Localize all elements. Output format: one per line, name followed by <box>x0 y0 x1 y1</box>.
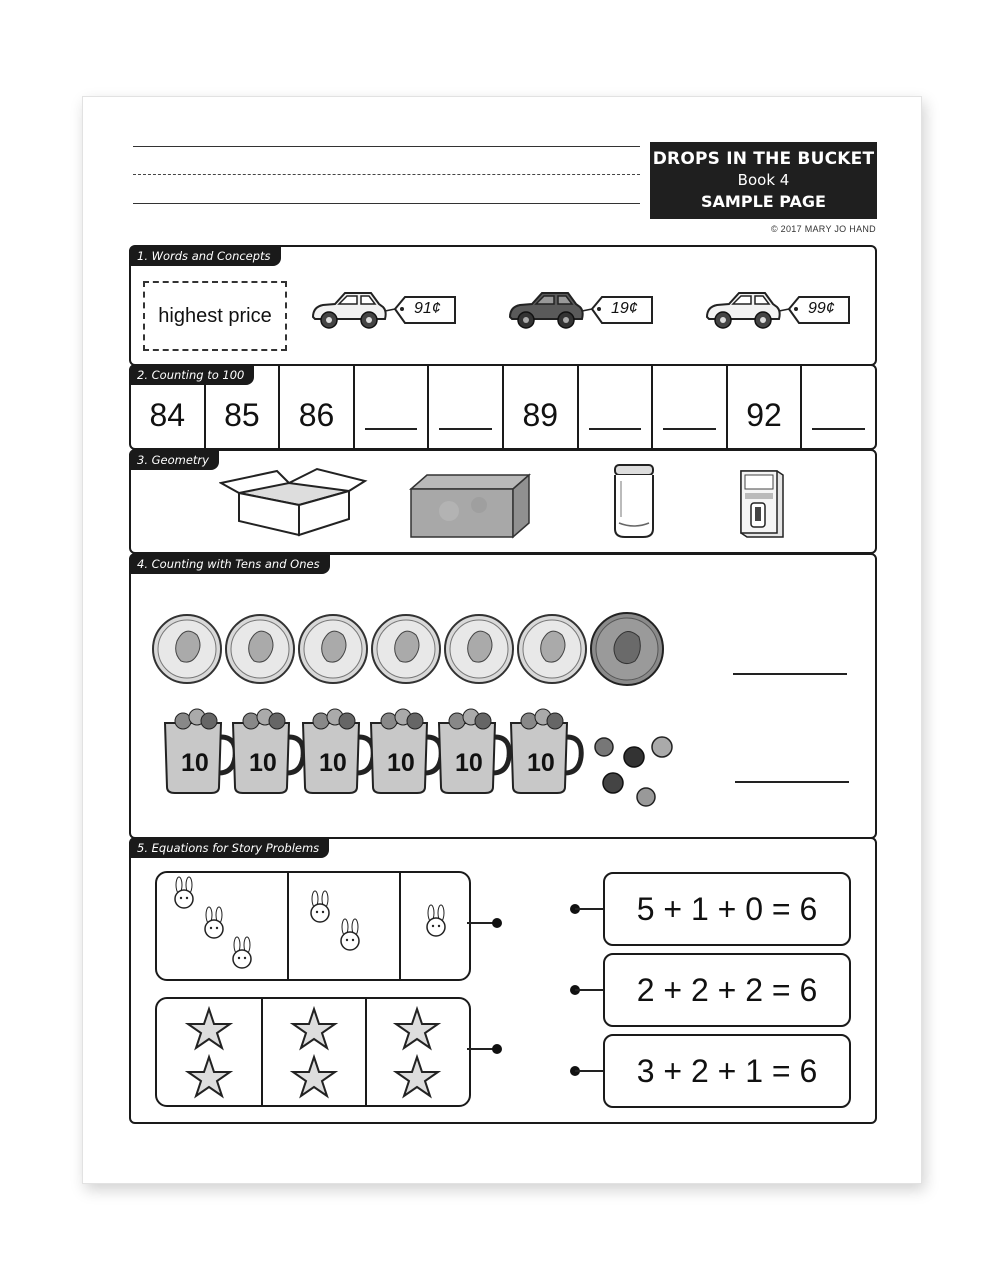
number-value: 89 <box>522 397 559 433</box>
star-group <box>367 999 469 1105</box>
equation-box[interactable]: 5 + 1 + 0 = 6 <box>603 872 851 946</box>
blank-cell[interactable] <box>355 366 430 448</box>
number-cell <box>280 366 355 448</box>
book-number: Book 4 <box>737 171 790 189</box>
match-dot-left[interactable] <box>467 1039 507 1059</box>
equation-box[interactable]: 3 + 2 + 1 = 6 <box>603 1034 851 1108</box>
number-value: 85 <box>224 397 260 433</box>
star-icon <box>396 1009 438 1048</box>
section-label: 3. Geometry <box>131 451 219 470</box>
box-icon[interactable] <box>219 465 369 537</box>
copyright: © 2017 MARY JO HAND <box>770 224 876 234</box>
worksheet-title: DROPS IN THE BUCKET <box>652 149 875 169</box>
price-label: 19¢ <box>611 300 638 317</box>
number-value: 86 <box>298 397 335 433</box>
mug-label: 10 <box>319 749 347 777</box>
bunny-icon <box>341 919 359 950</box>
number-value: 92 <box>746 397 782 433</box>
mug-label: 10 <box>181 749 209 777</box>
answer-blank[interactable] <box>812 428 865 430</box>
name-line-top <box>133 146 640 147</box>
marble-icons <box>595 737 672 806</box>
title-box <box>650 142 877 219</box>
concept-box: highest price <box>143 281 287 351</box>
penny-icon <box>591 613 663 685</box>
section-counting <box>129 364 877 450</box>
star-groups-box <box>155 997 471 1107</box>
bunny-icon <box>311 891 329 922</box>
mug-row <box>161 707 681 807</box>
mug-label: 10 <box>455 749 483 777</box>
section-tens-ones <box>129 553 877 839</box>
equation-box[interactable]: 2 + 2 + 2 = 6 <box>603 953 851 1027</box>
price-label: 91¢ <box>414 300 441 317</box>
star-group <box>263 999 367 1105</box>
name-line-bottom <box>133 203 640 204</box>
bunny-icon <box>233 937 251 968</box>
vending-machine-icon[interactable] <box>737 467 785 539</box>
dime-icon <box>153 615 221 683</box>
car-icon <box>510 293 583 328</box>
section-label: 5. Equations for Story Problems <box>131 839 329 858</box>
coin-row <box>151 611 671 687</box>
dime-icon <box>445 615 513 683</box>
mug-label: 10 <box>249 749 277 777</box>
star-icon <box>188 1009 230 1048</box>
number-cell <box>504 366 579 448</box>
section-label: 4. Counting with Tens and Ones <box>131 555 330 574</box>
blank-cell[interactable] <box>579 366 654 448</box>
dime-icon <box>299 615 367 683</box>
bunny-icon <box>427 905 445 936</box>
match-dot-right[interactable] <box>569 980 605 1000</box>
star-group <box>157 999 263 1105</box>
dime-icon <box>518 615 586 683</box>
star-icon <box>188 1057 230 1096</box>
jar-icon[interactable] <box>609 463 659 539</box>
section-geometry <box>129 449 877 554</box>
number-value: 84 <box>149 397 186 433</box>
answer-line-mugs[interactable] <box>735 781 849 783</box>
mug-label: 10 <box>387 749 415 777</box>
section-label: 2. Counting to 100 <box>131 366 254 385</box>
match-dot-right[interactable] <box>569 1061 605 1081</box>
section-label: 1. Words and Concepts <box>131 247 281 266</box>
star-icon <box>293 1057 335 1096</box>
section-equations <box>129 837 877 1124</box>
sample-page-label: SAMPLE PAGE <box>701 192 826 211</box>
match-dot-right[interactable] <box>569 899 605 919</box>
match-dot-left[interactable] <box>467 913 507 933</box>
answer-blank[interactable] <box>589 428 642 430</box>
answer-blank[interactable] <box>663 428 716 430</box>
bunny-group <box>289 873 401 979</box>
dime-icon <box>372 615 440 683</box>
star-icon <box>396 1057 438 1096</box>
bunny-group <box>157 873 289 979</box>
car-icon <box>707 293 780 328</box>
mug-label: 10 <box>527 749 555 777</box>
dime-icon <box>226 615 294 683</box>
number-cell <box>728 366 803 448</box>
blank-cell[interactable] <box>653 366 728 448</box>
block-icon[interactable] <box>409 473 533 539</box>
blank-cell[interactable] <box>802 366 875 448</box>
section-words-concepts <box>129 245 877 366</box>
bunny-icon <box>205 907 223 938</box>
star-icon <box>293 1009 335 1048</box>
price-label: 99¢ <box>808 300 835 317</box>
car-icon <box>313 293 386 328</box>
blank-cell[interactable] <box>429 366 504 448</box>
name-line-dashed <box>133 174 640 175</box>
answer-blank[interactable] <box>365 428 418 430</box>
bunny-group <box>401 873 471 979</box>
answer-blank[interactable] <box>439 428 492 430</box>
answer-line-coins[interactable] <box>733 673 847 675</box>
bunny-icon <box>175 877 193 908</box>
bunny-groups-box <box>155 871 471 981</box>
